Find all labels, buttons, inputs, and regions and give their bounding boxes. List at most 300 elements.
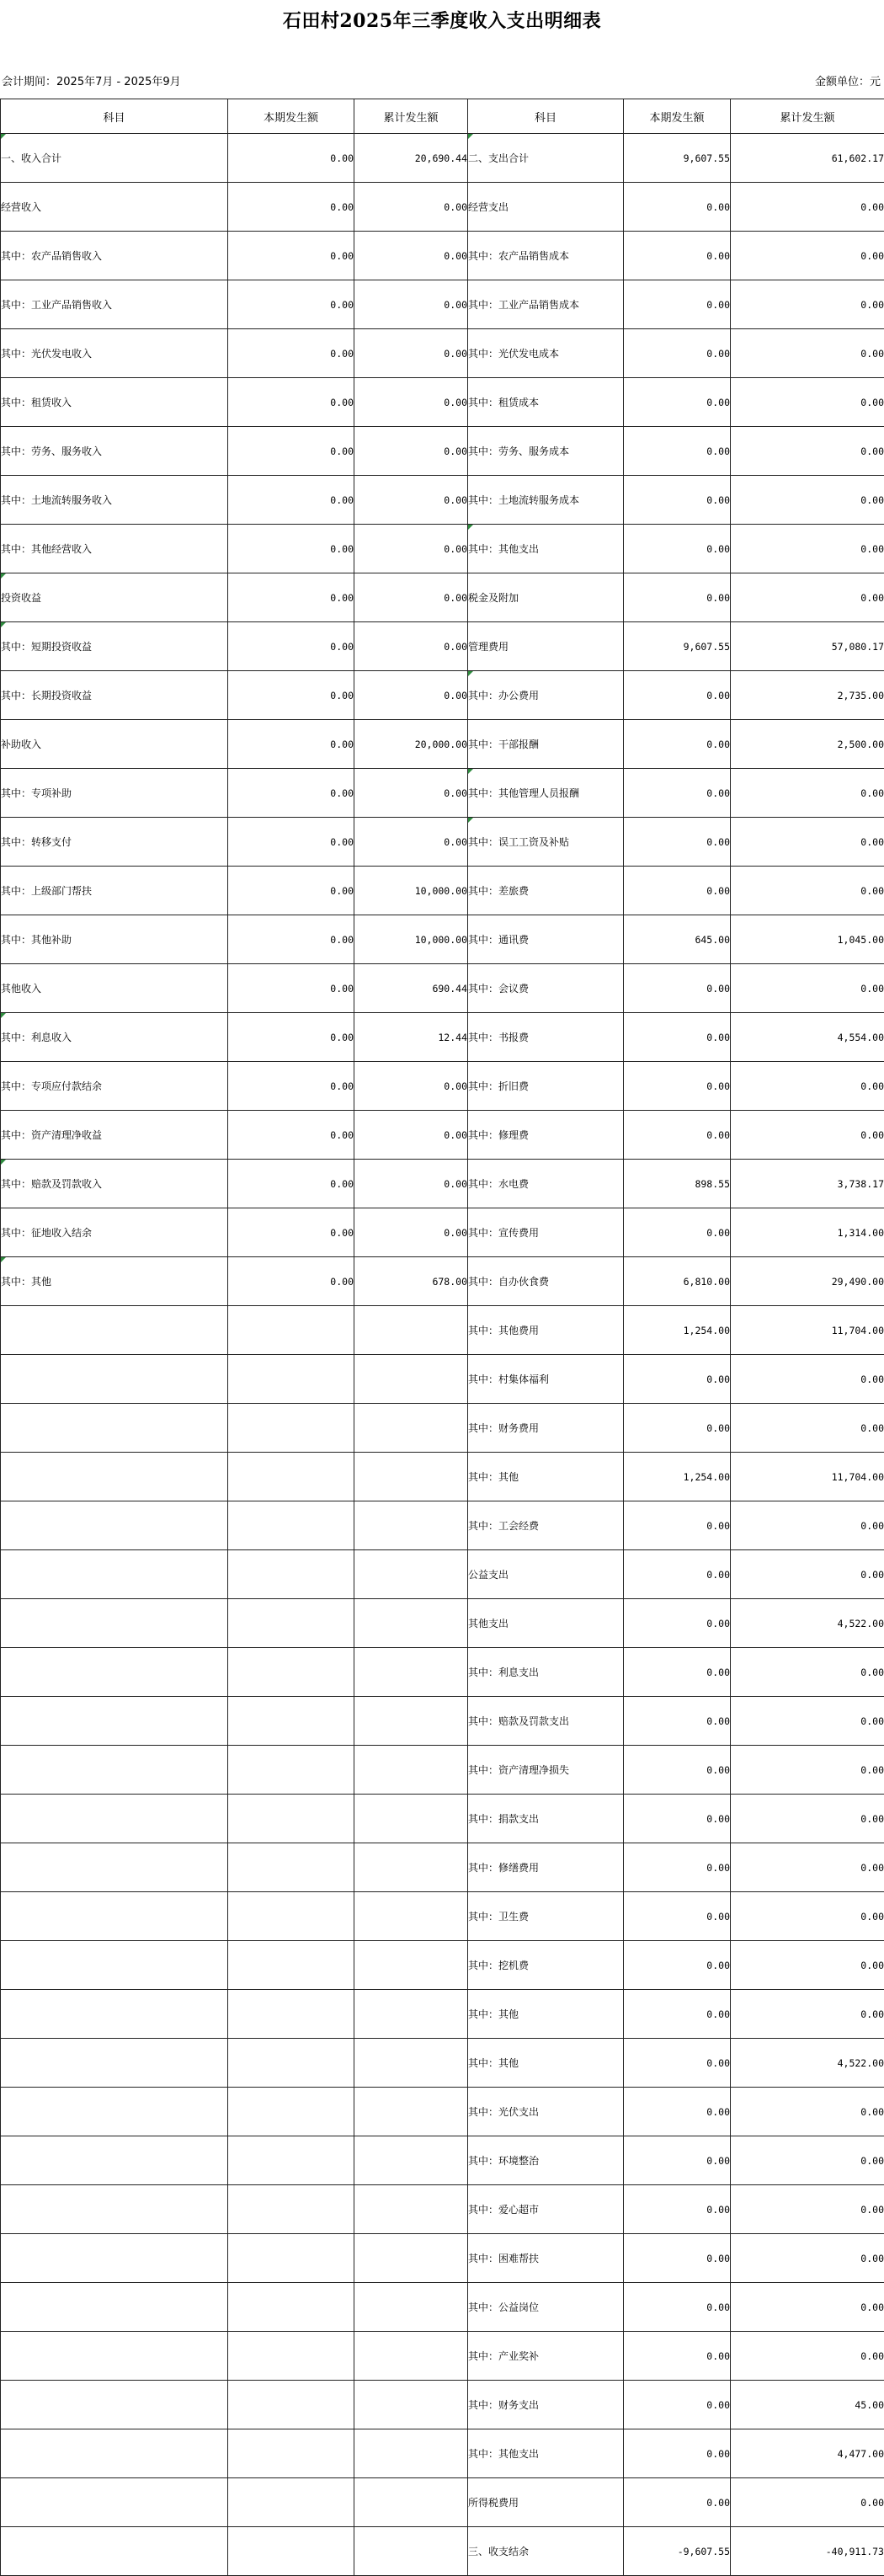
left-item-cell: 其中：转移支付 — [1, 818, 228, 867]
left-item-cell: 其中：农产品销售收入 — [1, 232, 228, 280]
right-cumulative-cell: 0.00 — [731, 1111, 884, 1160]
right-current-cell: 0.00 — [624, 525, 731, 573]
left-cumulative-cell — [354, 2088, 468, 2136]
right-cumulative-cell: 0.00 — [731, 2332, 884, 2381]
left-item-cell — [1, 1990, 228, 2039]
right-cumulative-cell: 0.00 — [731, 573, 884, 622]
right-item-cell: 其中：挖机费 — [468, 1941, 624, 1990]
table-row — [1, 2088, 884, 2136]
right-cumulative-cell: 4,522.00 — [731, 1599, 884, 1648]
right-current-cell: 0.00 — [624, 1746, 731, 1795]
right-current-cell: 0.00 — [624, 2136, 731, 2185]
header-right-cumulative: 累计发生额 — [731, 99, 884, 134]
right-current-cell: 0.00 — [624, 1111, 731, 1160]
right-cumulative-cell: 1,045.00 — [731, 915, 884, 964]
left-current-cell: 0.00 — [228, 573, 354, 622]
left-current-cell — [228, 1843, 354, 1892]
left-current-cell — [228, 1746, 354, 1795]
table-row — [1, 2381, 884, 2429]
table-row — [1, 867, 884, 915]
accounting-period: 会计期间：2025年7月 - 2025年9月 — [2, 76, 181, 88]
left-current-cell: 0.00 — [228, 818, 354, 867]
table-row — [1, 671, 884, 720]
left-current-cell — [228, 1501, 354, 1550]
left-cumulative-cell — [354, 1697, 468, 1746]
table-row — [1, 1550, 884, 1599]
left-cumulative-cell — [354, 1501, 468, 1550]
right-item-cell: 经营支出 — [468, 183, 624, 232]
left-item-cell — [1, 1550, 228, 1599]
right-current-cell: 6,810.00 — [624, 1257, 731, 1306]
right-current-cell: 0.00 — [624, 378, 731, 427]
left-cumulative-cell — [354, 1453, 468, 1501]
left-cumulative-cell: 10,000.00 — [354, 867, 468, 915]
right-current-cell: 0.00 — [624, 1501, 731, 1550]
left-current-cell: 0.00 — [228, 280, 354, 329]
right-item-cell: 其中：财务费用 — [468, 1404, 624, 1453]
left-cumulative-cell — [354, 2527, 468, 2576]
right-item-cell: 其他支出 — [468, 1599, 624, 1648]
right-current-cell: 9,607.55 — [624, 622, 731, 671]
left-current-cell — [228, 1404, 354, 1453]
right-current-cell: 0.00 — [624, 2381, 731, 2429]
right-current-cell: 0.00 — [624, 769, 731, 818]
table-row — [1, 2136, 884, 2185]
right-current-cell: 0.00 — [624, 720, 731, 769]
left-item-cell — [1, 2381, 228, 2429]
right-item-cell: 其中：村集体福利 — [468, 1355, 624, 1404]
right-current-cell: 0.00 — [624, 1990, 731, 2039]
table-row — [1, 2527, 884, 2576]
table-row — [1, 1208, 884, 1257]
left-cumulative-cell: 0.00 — [354, 1208, 468, 1257]
right-item-cell: 所得税费用 — [468, 2478, 624, 2527]
right-current-cell: 0.00 — [624, 280, 731, 329]
left-item-cell — [1, 1892, 228, 1941]
table-row — [1, 2332, 884, 2381]
left-cumulative-cell — [354, 1404, 468, 1453]
right-cumulative-cell: 61,602.17 — [731, 134, 884, 183]
right-current-cell: 0.00 — [624, 1208, 731, 1257]
table-row — [1, 1599, 884, 1648]
right-current-cell: 0.00 — [624, 2234, 731, 2283]
left-current-cell — [228, 1648, 354, 1697]
right-cumulative-cell: 0.00 — [731, 1892, 884, 1941]
left-item-cell: 一、收入合计 — [1, 134, 228, 183]
left-item-cell: 其中：长期投资收益 — [1, 671, 228, 720]
left-item-cell — [1, 2478, 228, 2527]
right-item-cell: 其中：会议费 — [468, 964, 624, 1013]
left-current-cell — [228, 2234, 354, 2283]
left-cumulative-cell: 0.00 — [354, 427, 468, 476]
table-row — [1, 525, 884, 573]
left-item-cell: 其中：专项补助 — [1, 769, 228, 818]
right-cumulative-cell: 0.00 — [731, 1404, 884, 1453]
right-item-cell: 其中：公益岗位 — [468, 2283, 624, 2332]
left-cumulative-cell — [354, 1795, 468, 1843]
right-cumulative-cell: 0.00 — [731, 232, 884, 280]
right-item-cell: 其中：农产品销售成本 — [468, 232, 624, 280]
right-current-cell: 645.00 — [624, 915, 731, 964]
left-item-cell: 其中：资产清理净收益 — [1, 1111, 228, 1160]
header-left-item: 科目 — [1, 99, 228, 134]
left-item-cell — [1, 1599, 228, 1648]
left-current-cell — [228, 2429, 354, 2478]
left-cumulative-cell: 20,000.00 — [354, 720, 468, 769]
right-current-cell: 0.00 — [624, 1550, 731, 1599]
left-cumulative-cell — [354, 1599, 468, 1648]
right-current-cell: 0.00 — [624, 1892, 731, 1941]
right-current-cell: 0.00 — [624, 1941, 731, 1990]
left-current-cell: 0.00 — [228, 769, 354, 818]
left-cumulative-cell: 0.00 — [354, 280, 468, 329]
right-current-cell: 0.00 — [624, 867, 731, 915]
right-item-cell: 其中：修理费 — [468, 1111, 624, 1160]
right-current-cell: 0.00 — [624, 427, 731, 476]
left-cumulative-cell: 0.00 — [354, 573, 468, 622]
left-item-cell: 其中：劳务、服务收入 — [1, 427, 228, 476]
table-row — [1, 1160, 884, 1208]
left-current-cell: 0.00 — [228, 1208, 354, 1257]
right-cumulative-cell: 1,314.00 — [731, 1208, 884, 1257]
left-item-cell: 其中：利息收入 — [1, 1013, 228, 1062]
table-row — [1, 1697, 884, 1746]
left-current-cell: 0.00 — [228, 867, 354, 915]
right-current-cell: 0.00 — [624, 671, 731, 720]
right-cumulative-cell: 0.00 — [731, 2283, 884, 2332]
right-current-cell: 0.00 — [624, 1697, 731, 1746]
right-item-cell: 管理费用 — [468, 622, 624, 671]
left-current-cell: 0.00 — [228, 671, 354, 720]
left-current-cell — [228, 2088, 354, 2136]
left-current-cell — [228, 1599, 354, 1648]
right-item-cell: 三、收支结余 — [468, 2527, 624, 2576]
right-cumulative-cell: 0.00 — [731, 1746, 884, 1795]
left-item-cell — [1, 2039, 228, 2088]
right-current-cell: 0.00 — [624, 2332, 731, 2381]
right-current-cell: 0.00 — [624, 1648, 731, 1697]
left-item-cell: 其中：赔款及罚款收入 — [1, 1160, 228, 1208]
right-current-cell: 1,254.00 — [624, 1306, 731, 1355]
left-cumulative-cell — [354, 1892, 468, 1941]
right-item-cell: 其中：工会经费 — [468, 1501, 624, 1550]
right-current-cell: 0.00 — [624, 2039, 731, 2088]
left-current-cell — [228, 2136, 354, 2185]
table-row — [1, 1892, 884, 1941]
right-item-cell: 税金及附加 — [468, 573, 624, 622]
right-item-cell: 其中：干部报酬 — [468, 720, 624, 769]
left-cumulative-cell — [354, 2283, 468, 2332]
right-current-cell: 0.00 — [624, 2429, 731, 2478]
left-current-cell: 0.00 — [228, 329, 354, 378]
right-item-cell: 其中：其他支出 — [468, 2429, 624, 2478]
left-cumulative-cell: 12.44 — [354, 1013, 468, 1062]
right-item-cell: 其中：环境整治 — [468, 2136, 624, 2185]
right-current-cell: 0.00 — [624, 1795, 731, 1843]
right-current-cell: 0.00 — [624, 183, 731, 232]
left-current-cell — [228, 2381, 354, 2429]
left-current-cell: 0.00 — [228, 1257, 354, 1306]
left-item-cell — [1, 1306, 228, 1355]
right-item-cell: 其中：水电费 — [468, 1160, 624, 1208]
left-current-cell: 0.00 — [228, 1062, 354, 1111]
left-cumulative-cell: 0.00 — [354, 232, 468, 280]
left-current-cell: 0.00 — [228, 1160, 354, 1208]
right-current-cell: 0.00 — [624, 232, 731, 280]
left-current-cell: 0.00 — [228, 134, 354, 183]
left-item-cell — [1, 1501, 228, 1550]
left-cumulative-cell: 0.00 — [354, 1160, 468, 1208]
left-item-cell — [1, 1843, 228, 1892]
table-row — [1, 2234, 884, 2283]
table-row — [1, 769, 884, 818]
right-current-cell: 0.00 — [624, 1599, 731, 1648]
left-current-cell — [228, 1990, 354, 2039]
right-item-cell: 其中：劳务、服务成本 — [468, 427, 624, 476]
left-item-cell: 其中：其他 — [1, 1257, 228, 1306]
left-cumulative-cell — [354, 2381, 468, 2429]
left-current-cell — [228, 2332, 354, 2381]
table-row — [1, 964, 884, 1013]
table-row — [1, 2039, 884, 2088]
right-cumulative-cell: 0.00 — [731, 964, 884, 1013]
left-item-cell — [1, 1355, 228, 1404]
table-header-row — [1, 99, 884, 134]
left-item-cell — [1, 1746, 228, 1795]
left-item-cell: 其中：其他经营收入 — [1, 525, 228, 573]
table-row — [1, 1404, 884, 1453]
right-cumulative-cell: 0.00 — [731, 1355, 884, 1404]
right-current-cell: 898.55 — [624, 1160, 731, 1208]
left-current-cell — [228, 1453, 354, 1501]
right-cumulative-cell: 2,500.00 — [731, 720, 884, 769]
table-row — [1, 915, 884, 964]
left-item-cell: 其他收入 — [1, 964, 228, 1013]
right-item-cell: 其中：捐款支出 — [468, 1795, 624, 1843]
right-cumulative-cell: 0.00 — [731, 1501, 884, 1550]
left-current-cell — [228, 2478, 354, 2527]
left-cumulative-cell — [354, 1941, 468, 1990]
left-current-cell — [228, 1550, 354, 1599]
right-cumulative-cell: 0.00 — [731, 1062, 884, 1111]
right-item-cell: 其中：卫生费 — [468, 1892, 624, 1941]
right-item-cell: 其中：爱心超市 — [468, 2185, 624, 2234]
right-cumulative-cell: 0.00 — [731, 1795, 884, 1843]
right-item-cell: 其中：利息支出 — [468, 1648, 624, 1697]
right-cumulative-cell: 0.00 — [731, 818, 884, 867]
table-row — [1, 622, 884, 671]
table-row — [1, 183, 884, 232]
left-cumulative-cell — [354, 2136, 468, 2185]
left-cumulative-cell — [354, 2478, 468, 2527]
right-current-cell: 1,254.00 — [624, 1453, 731, 1501]
left-current-cell — [228, 1355, 354, 1404]
right-item-cell: 其中：通讯费 — [468, 915, 624, 964]
left-current-cell: 0.00 — [228, 427, 354, 476]
left-current-cell — [228, 1306, 354, 1355]
table-row — [1, 476, 884, 525]
left-cumulative-cell — [354, 1648, 468, 1697]
right-item-cell: 其中：工业产品销售成本 — [468, 280, 624, 329]
right-cumulative-cell: 0.00 — [731, 1550, 884, 1599]
left-cumulative-cell — [354, 1990, 468, 2039]
left-cumulative-cell: 0.00 — [354, 622, 468, 671]
left-item-cell — [1, 2136, 228, 2185]
left-current-cell: 0.00 — [228, 378, 354, 427]
left-current-cell — [228, 1795, 354, 1843]
right-current-cell: 0.00 — [624, 1013, 731, 1062]
left-current-cell: 0.00 — [228, 622, 354, 671]
left-item-cell — [1, 2283, 228, 2332]
right-current-cell: 0.00 — [624, 1404, 731, 1453]
right-item-cell: 其中：困难帮扶 — [468, 2234, 624, 2283]
right-cumulative-cell: 0.00 — [731, 2478, 884, 2527]
right-cumulative-cell: 45.00 — [731, 2381, 884, 2429]
right-item-cell: 其中：其他支出 — [468, 525, 624, 573]
left-cumulative-cell: 678.00 — [354, 1257, 468, 1306]
right-item-cell: 其中：折旧费 — [468, 1062, 624, 1111]
table-body — [1, 134, 884, 2576]
left-cumulative-cell — [354, 1746, 468, 1795]
right-current-cell: 0.00 — [624, 476, 731, 525]
left-cumulative-cell — [354, 1843, 468, 1892]
table-row — [1, 232, 884, 280]
right-cumulative-cell: 0.00 — [731, 329, 884, 378]
table-row — [1, 1843, 884, 1892]
income-expense-table — [0, 99, 884, 2576]
table-row — [1, 818, 884, 867]
left-current-cell: 0.00 — [228, 1111, 354, 1160]
left-cumulative-cell: 0.00 — [354, 378, 468, 427]
right-current-cell: 0.00 — [624, 1355, 731, 1404]
left-current-cell — [228, 1941, 354, 1990]
left-current-cell: 0.00 — [228, 232, 354, 280]
table-row — [1, 1013, 884, 1062]
right-cumulative-cell: 0.00 — [731, 525, 884, 573]
left-cumulative-cell: 0.00 — [354, 525, 468, 573]
right-item-cell: 其中：书报费 — [468, 1013, 624, 1062]
table-row — [1, 2185, 884, 2234]
right-item-cell: 其中：其他 — [468, 2039, 624, 2088]
table-row — [1, 720, 884, 769]
right-cumulative-cell: 2,735.00 — [731, 671, 884, 720]
table-row — [1, 1453, 884, 1501]
right-item-cell: 二、支出合计 — [468, 134, 624, 183]
left-current-cell: 0.00 — [228, 525, 354, 573]
right-cumulative-cell: 0.00 — [731, 769, 884, 818]
table-row — [1, 1355, 884, 1404]
left-item-cell: 其中：上级部门帮扶 — [1, 867, 228, 915]
right-current-cell: 0.00 — [624, 329, 731, 378]
left-cumulative-cell: 0.00 — [354, 183, 468, 232]
table-row — [1, 1062, 884, 1111]
right-current-cell: 0.00 — [624, 2478, 731, 2527]
left-item-cell — [1, 2088, 228, 2136]
table-row — [1, 1306, 884, 1355]
table-row — [1, 2478, 884, 2527]
left-item-cell: 其中：工业产品销售收入 — [1, 280, 228, 329]
header-right-item: 科目 — [468, 99, 624, 134]
right-item-cell: 其中：差旅费 — [468, 867, 624, 915]
left-cumulative-cell: 0.00 — [354, 1111, 468, 1160]
left-item-cell — [1, 1795, 228, 1843]
right-cumulative-cell: 0.00 — [731, 1697, 884, 1746]
right-item-cell: 其中：产业奖补 — [468, 2332, 624, 2381]
left-cumulative-cell — [354, 2332, 468, 2381]
left-item-cell: 其中：光伏发电收入 — [1, 329, 228, 378]
right-cumulative-cell: 57,080.17 — [731, 622, 884, 671]
right-current-cell: 0.00 — [624, 2088, 731, 2136]
left-cumulative-cell: 0.00 — [354, 818, 468, 867]
table-row — [1, 1990, 884, 2039]
right-cumulative-cell: 4,477.00 — [731, 2429, 884, 2478]
right-item-cell: 其中：修缮费用 — [468, 1843, 624, 1892]
right-item-cell: 其中：宣传费用 — [468, 1208, 624, 1257]
right-cumulative-cell: 11,704.00 — [731, 1306, 884, 1355]
left-item-cell: 其中：其他补助 — [1, 915, 228, 964]
left-item-cell — [1, 2234, 228, 2283]
left-cumulative-cell — [354, 2234, 468, 2283]
header-right-current: 本期发生额 — [624, 99, 731, 134]
page-title: 石田村2025年三季度收入支出明细表 — [282, 10, 602, 32]
right-current-cell: 0.00 — [624, 1062, 731, 1111]
left-item-cell: 其中：专项应付款结余 — [1, 1062, 228, 1111]
left-item-cell: 其中：短期投资收益 — [1, 622, 228, 671]
right-current-cell: 0.00 — [624, 2283, 731, 2332]
left-cumulative-cell: 0.00 — [354, 329, 468, 378]
currency-unit: 金额单位：元 — [814, 76, 881, 88]
left-item-cell: 投资收益 — [1, 573, 228, 622]
table-row — [1, 1111, 884, 1160]
left-cumulative-cell: 0.00 — [354, 671, 468, 720]
left-current-cell — [228, 1697, 354, 1746]
right-item-cell: 其中：光伏支出 — [468, 2088, 624, 2136]
right-item-cell: 其中：赔款及罚款支出 — [468, 1697, 624, 1746]
table-row — [1, 573, 884, 622]
left-item-cell — [1, 2185, 228, 2234]
right-item-cell: 其中：租赁成本 — [468, 378, 624, 427]
left-item-cell: 补助收入 — [1, 720, 228, 769]
right-cumulative-cell: 0.00 — [731, 2088, 884, 2136]
left-cumulative-cell — [354, 2429, 468, 2478]
header-left-cumulative: 累计发生额 — [354, 99, 468, 134]
left-current-cell: 0.00 — [228, 720, 354, 769]
table-row — [1, 2283, 884, 2332]
right-item-cell: 其中：土地流转服务成本 — [468, 476, 624, 525]
left-cumulative-cell — [354, 1306, 468, 1355]
table-row — [1, 427, 884, 476]
table-row — [1, 329, 884, 378]
table-row — [1, 280, 884, 329]
right-cumulative-cell: 3,738.17 — [731, 1160, 884, 1208]
left-cumulative-cell: 0.00 — [354, 476, 468, 525]
right-item-cell: 其中：财务支出 — [468, 2381, 624, 2429]
left-item-cell — [1, 2527, 228, 2576]
header-left-current: 本期发生额 — [228, 99, 354, 134]
right-cumulative-cell: 0.00 — [731, 1648, 884, 1697]
right-cumulative-cell: 0.00 — [731, 2136, 884, 2185]
right-item-cell: 其中：办公费用 — [468, 671, 624, 720]
right-item-cell: 其中：其他管理人员报酬 — [468, 769, 624, 818]
left-item-cell — [1, 2429, 228, 2478]
right-cumulative-cell: 0.00 — [731, 183, 884, 232]
right-item-cell: 其中：其他费用 — [468, 1306, 624, 1355]
table-row — [1, 1746, 884, 1795]
right-cumulative-cell: 4,554.00 — [731, 1013, 884, 1062]
left-current-cell: 0.00 — [228, 915, 354, 964]
left-cumulative-cell: 0.00 — [354, 769, 468, 818]
left-item-cell: 其中：土地流转服务收入 — [1, 476, 228, 525]
